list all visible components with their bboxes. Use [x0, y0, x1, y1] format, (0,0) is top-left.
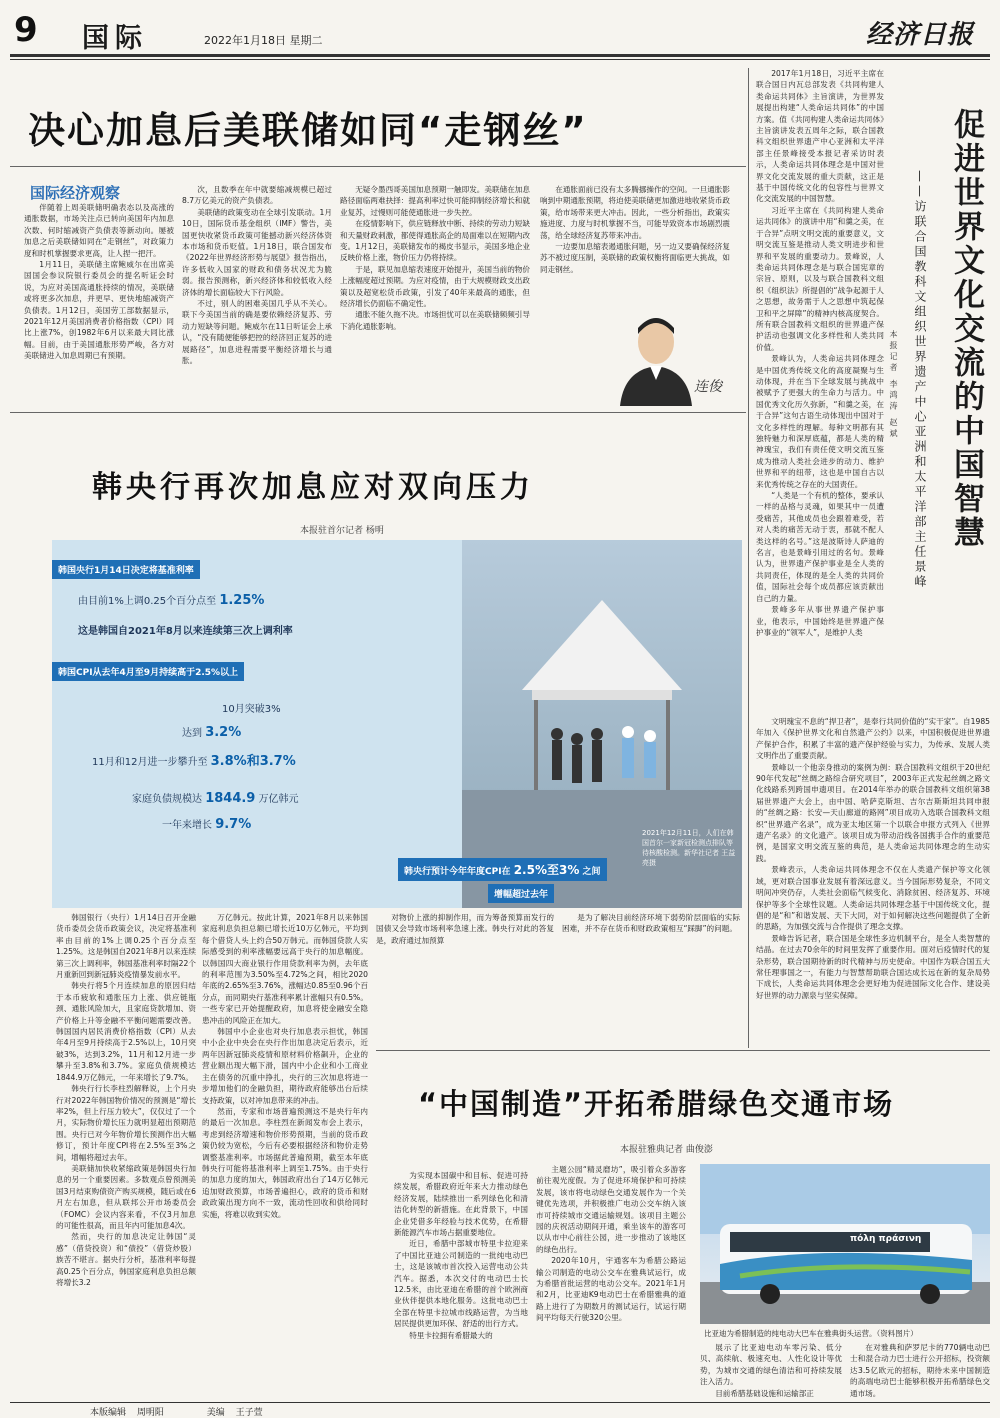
photo-caption: 2021年12月11日，人们在韩国首尔一家新冠检测点排队等待核酸检测。新华社记者 王益亮摄 — [642, 829, 736, 867]
paragraph: 次，且数季在年中就要缩减规模已超过8.7万亿美元的资产负债表。 — [182, 185, 332, 206]
stat-oct-label: 达到 — [182, 728, 202, 739]
stat-rate — [78, 592, 264, 608]
stat-novdec-number: 3.8%和3.7% — [210, 754, 296, 769]
paragraph: 韩国银行（央行）1月14日召开金融货币委员会货币政策会议，决定将基准利率由目前的1%上调0.25个百分点至1.25%。这是韩国自2021年8月以来连续第三次上调利率，韩国基准利率时隔22个月重新回到新冠肺炎疫情暴发前水平。 — [56, 913, 196, 980]
stat-oct: 10月突破3% — [222, 704, 281, 715]
paragraph: 韩央行将5个月连续加息的原因归结于本币疲软和通胀压力上涨、供应链瓶颈、通胀风险加大，且家庭贷款增加、资产价格上升等金融不平衡问题需要改善。韩国国内居民消费价格指数（CPI）从去年4月至9月持续高于2.5%以上，10月突破3%，达到3.2%，11月和12月进一步攀升至3.8%和3.7%。家庭负债规模达1844.9万亿韩元，一年来增长了9.7%。 — [56, 981, 196, 1082]
masthead-rule — [10, 54, 990, 57]
section-name: 国际 — [82, 23, 148, 54]
paragraph: 习近平主席在《共同构建人类命运共同体》的演讲中用“和羹之美，在于合异”点明文明交流的重要意义，文明交流互鉴是推动人类文明进步和世界和平发展的重要动力。景峰说，人类命运共同体理念是与联合国宪章的宗旨、原则，以及与联合国教科文组织《组织法》所提倡的“战争起源于人之思想，故务需于人之思想中筑起保卫和平之屏障”的精神内核高度契合。所有联合国教科文组织的世界遗产保护活动也强调文化多样性和人类共同价值。 — [756, 205, 884, 352]
article4-col3 — [700, 1342, 842, 1400]
paragraph: 2020年10月，宇通客车为希腊公路运输公司制造的电动公交车在雅典试运行，成为希腊首批运营的电动公交车。2021年1月和2月，比亚迪K9电动巴士在希腊雅典的道路上进行了为期数月的测试运行，试运行期间平均每天行驶320公里。 — [536, 1256, 686, 1323]
article1-col1 — [24, 202, 174, 402]
stat-growth-number: 9.7% — [215, 817, 252, 832]
paragraph: 美联储加快收紧缩政策是韩国央行加息的另一个重要因素。多数观点曾预测美国3月结束购债资产购买规模，随后或在6月左右加息，但从联邦公开市场委员会（FOMC）会议内容来看，不仅3月加息的可能性很高，而且年内可能加息4次。 — [56, 1163, 196, 1230]
infographic-bar-forecast — [398, 858, 607, 881]
paragraph: 美联储的政策变动在全球引发联动。1月10日，国际货币基金组织（IMF）警告，美国更快收紧货币政策可能撼动新兴经济体资本市场和货币贬值。1月18日，联合国发布《2022年世界经济形势与展望》报告指出，许多低收入国家的财政和债务状况尤为脆弱。报告预测称，新兴经济体和较低收入经济体的增长面临较大下行风险。 — [182, 207, 332, 297]
forecast-suffix: 之间 — [582, 867, 601, 877]
paragraph: 景峰告诉记者，联合国是全球性多边机制平台，是全人类智慧的结晶。在过去70余年的时间里发挥了重要作用。面对后疫情时代的复杂形势，联合国期待新的时代精神与历史使命。中国作为联合国五大常任理事国之一，有能力与智慧帮助联合国达成长远在新的复杂局势下成长，人类命运共同体理念会更好地为促进国际文化合作、建设美好世界的动力源泉与坚实保障。 — [756, 933, 990, 1000]
paragraph: 为实现本国碳中和目标、促进可持续发展，希腊政府近年来大力推动绿色经济发展，陆续推出一系列绿色化和清洁化转型的新措施。在此背景下，中国企业凭借多年经验与技术优势，在希腊新能源汽车市场占据重要地位。 — [394, 1171, 528, 1238]
art-label: 美编 — [206, 1408, 225, 1418]
paragraph: 然而，专家和市场普遍预测这不是央行年内的最后一次加息。李柱烈在新闻发布会上表示，考虑到经济增速和物价形势预期，当前的货币政策仍较为宽松，今后有必要根据经济和物价走势调整基准利率。市场据此普遍预期，截至本年底韩央行可能将基准利率上调至1.75%。由于央行的加息力度的加大，韩国政府出台了14万亿韩元追加财政预算，市场普遍担心，政府的货币和财政政策出现方向不一致，流动性回收和供给同时实施，将难以收到实效。 — [202, 1106, 368, 1219]
paragraph: 韩国中小企业也对央行加息表示担忧，韩国中小企业中央会在央行作出加息决定后表示，近两年因新冠肺炎疫情和原材料价格飙升，企业的营业额出现大幅下滑，国内中小企业和小工商业主在债务的沉重中挣扎，央行的三次加息将进一步增加他们的金融负担，期待政府能够出台后续支持政策，以对冲加息带来的冲击。 — [202, 1027, 368, 1105]
editor-label: 本版编辑 — [90, 1408, 127, 1418]
stat-novdec-label: 11月和12月进一步攀升至 — [92, 757, 208, 768]
stat-debt-number: 1844.9 — [205, 791, 256, 806]
article4-headline: “中国制造”开拓希腊绿色交通市场 — [418, 1087, 895, 1121]
masthead — [0, 0, 1000, 64]
infographic-bar-cpi: 韩国CPI从去年4月至9月持续高于2.5%以上 — [52, 662, 244, 681]
page-number: 9 — [14, 10, 38, 50]
paragraph: 通胀不能久拖不决。市场担忧可以在美联储频频引导下消化通胀影响。 — [340, 310, 530, 331]
stat-debt-label: 家庭负债规模达 — [132, 794, 202, 805]
paragraph: 目前希腊基础设施和运输部正 — [715, 1388, 814, 1398]
footer-rule — [10, 1402, 990, 1403]
article3-subheadline: ——访联合国教科文组织世界遗产中心亚洲和太平洋部主任景峰 — [913, 170, 927, 590]
stat-novdec — [92, 750, 296, 769]
infographic-bar-exceed: 增幅超过去年 — [488, 884, 554, 903]
paragraph: 无疑令墨西哥美国加息预期一触即发。美联储在加息路径面临两难抉择：提高利率过快可能抑制经济增长和就业复苏，过慢则可能使通胀进一步失控。 — [340, 185, 530, 217]
stat-rate-value: 1.25% — [219, 593, 265, 608]
paragraph: 一边要加息缩表遏通胀问题，另一边又要确保经济复苏不被过度压制，美联储的政策权衡将面临更大挑战，如同走钢丝。 — [540, 242, 730, 274]
bus-photo — [700, 1164, 990, 1324]
paragraph: 伴随着上周美联储明确表态以及高涨的通胀数据，市场关注点已转向美国年内加息次数、何时缩减资产负债表等新动向。屡被加息之后美联储如同在“走钢丝”，对政策力度和时机掌握要求更高，让人捏一把汗。 — [24, 203, 174, 258]
forecast-value: 2.5%至3% — [513, 863, 580, 877]
editor-name: 周明阳 — [136, 1408, 164, 1418]
article4-col1 — [394, 1170, 528, 1400]
article2-col4 — [562, 912, 740, 946]
paragraph: 景峰表示，人类命运共同体理念不仅在人类遗产保护等文化领域，更对联合国事业发展有着深远意义。当今国际形势复杂，不同文明间冲突仍存，人类社会面临气候变化、消除贫困、经济复苏、环境保护等多个全球性议题。人类命运共同体理念基于中国传统文化，提倡的是“和”和谐发展、天下大同，对于如何解决这些问题提供了全新的思路，为加强交流与合作提供了理念支撑。 — [756, 865, 990, 932]
article1-col3 — [340, 184, 530, 402]
bus-livery-text: πόλη πράσινη — [850, 1234, 922, 1244]
paragraph: 是为了解决目前经济环境下弱势阶层面临的实际困难，并不存在货币和财政政策相互“踩脚”的问题。 — [562, 913, 740, 934]
paragraph: 景峰以一个他亲身推动的案例为例：联合国教科文组织于20世纪90年代发起“丝绸之路综合研究项目”，2003年正式发起丝绸之路文化线路系列跨国申遗项目。在2014年举办的联合国教科文组织第38届世界遗产大会上，由中国、哈萨克斯坦、吉尔吉斯斯坦共同申报的“丝绸之路：长安—天山廊道的路网”项目成功入选联合国教科文组织“世界遗产名录”，成为亚太地区第一个以联合申报方式列入《世界遗产名录》的文化遗产。该项目成为带动沿线各国携手合作的重要范例，是国家文明交流互鉴的典范，是人类命运共同体理念的生动实践。 — [756, 762, 990, 863]
article2-col2 — [202, 912, 368, 1398]
stat-rate-note: 这是韩国自2021年8月以来连续第三次上调利率 — [78, 626, 293, 637]
paragraph: 展示了比亚迪电动车零污染、低分贝、高续航、极速充电、人性化设计等优势，为城市交通的绿色清洁和可持续发展注入活力。 — [700, 1343, 842, 1387]
stat-rate-label: 由目前1%上调0.25个百分点至 — [78, 596, 217, 607]
author-portrait — [610, 306, 730, 406]
article2-headline: 韩央行再次加息应对双向压力 — [92, 470, 534, 505]
korea-infographic — [52, 540, 742, 908]
stat-debt — [132, 790, 299, 806]
paragraph: 1月11日，美联储主席鲍威尔在出席美国国会参议院银行委员会的提名听证会时说，为应对美国高通胀持续的情况，美联储或将更多次加息，并更早、更快地缩减资产负债表。1月12日，美国劳工部数据显示，2021年12月美国消费者价格指数（CPI）同比上涨7%，创1982年6月以来最大同比涨幅。目前，由于美国通胀形势严峻，各方对美联储进入加息周期已有预期。 — [24, 260, 174, 361]
paper-logo: 经济日报 — [866, 20, 975, 50]
paragraph: 主题公园“精灵磨坊”，吸引着众多游客前往观光度假。为了促进环境保护和可持续发展，该市将电动绿色交通发展作为一个关键优先选项，并积极推广电动公交车纳入该市可持续城市交通运输规划。该项目主题公园的庆祝活动期间开通，乘坐该车的游客可以从市中心前往公园，进一步推动了该地区的绿色出行。 — [536, 1165, 686, 1254]
article4-col4 — [850, 1342, 990, 1400]
article1-bottom-rule — [10, 412, 746, 413]
article3-headline: 促进世界文化交流的中国智慧 — [948, 108, 984, 550]
column-tag: 国际经济观察 — [30, 184, 121, 202]
paragraph: “人类是一个有机的整体，要承认一样的品格与灵魂，如果其中一员遭受痛苦，其他成员也会跟着难受，若对人类的痛苦无动于衷，那就不配人类这样的名号。”这是波斯诗人萨迪的名言，也是景峰引用过的名句。景峰认为，世界遗产保护事业是全人类的共同责任，体现的是全人类的共同价值，国际社会每个成员都应该贡献出自己的力量。 — [756, 491, 884, 603]
paragraph: 不过，别人的困难美国几乎从不关心。联下今美国当前的确是要依赖经济复苏、劳动力短缺等问题。鲍威尔在11日听证会上承认，“没有随便能够把控的经济回正复苏的进展路径”，加息进程需要平衡经济增长与通胀。 — [182, 299, 332, 366]
stat-oct-number: 3.2% — [205, 725, 242, 740]
stat-oct-value — [182, 724, 241, 740]
article4-byline: 本报驻雅典记者 曲俊澎 — [620, 1145, 713, 1155]
paragraph: 对物价上涨的抑制作用，而为筹备预算而发行的国债又会导致市场利率急速上涨。韩央行对此的答复是，政府通过加预算 — [376, 913, 554, 945]
article4-top-rule — [376, 1050, 990, 1051]
article2-col1 — [56, 912, 196, 1398]
paragraph: 韩央行行长李柱烈解释说，上个月央行对2022年韩国物价情况的预测是“增长率2%，但上行压力较大”，仅仅过了一个月，实际物价增长压力就明显超出预期范围。央行已对今年物价增长预测作出大幅修订，预计年度CPI将在2.5%至3%之间，增幅将超过去年。 — [56, 1084, 196, 1162]
stat-debt-unit: 万亿韩元 — [258, 794, 299, 805]
stat-growth-label: 一年来增长 — [162, 820, 212, 831]
paragraph: 在对雅典和萨罗尼卡的770辆电动巴士和混合动力巴士进行公开招标，投资额达3.5亿欧元的招标，期待未来中国制造的高端电动巴士能够积极开拓希腊绿色交通市场。 — [850, 1343, 990, 1398]
article1-col2 — [182, 184, 332, 402]
infographic-bar-rate: 韩国央行1月14日决定将基准利率 — [52, 560, 200, 579]
article3-wide — [756, 716, 990, 1046]
paragraph: 近日，希腊中部城市特里卡拉迎来了中国比亚迪公司制造的一批纯电动巴士，这是该城市首次投入运营电动公共汽车。据悉，本次交付的电动巴士长12.5米，由比亚迪在希腊的首个欧洲商业伙伴提供本地化服务。这批电动巴士全部在特里卡拉城市线路运营，为当地居民提供更加环保、舒适的出行方式。 — [394, 1239, 528, 1329]
article2-col3 — [376, 912, 554, 946]
article1-headline: 决心加息后美联储如同“走钢丝” — [28, 109, 588, 152]
article1-col4 — [540, 184, 730, 304]
forecast-label: 韩央行预计今年年度CPI在 — [404, 867, 511, 877]
article4-col2 — [536, 1164, 686, 1400]
bus-photo-caption: 比亚迪为希腊制造的纯电动大巴车在雅典街头运营。（资料图片） — [704, 1329, 918, 1338]
article2-byline: 本报驻首尔记者 杨明 — [300, 526, 384, 536]
author-signature: 连俊 — [694, 379, 722, 395]
testing-tent-photo — [462, 540, 742, 908]
article3-left-rule — [748, 68, 749, 1048]
paragraph: 特里卡拉拥有希腊最大的 — [409, 1330, 493, 1340]
stat-growth — [162, 816, 251, 832]
footer-credits — [90, 1405, 263, 1418]
art-name: 王子萱 — [235, 1408, 263, 1418]
paragraph: 在疫情影响下，供应链释放中断、持续的劳动力短缺和天量财政刺激，都使得通胀高企的局面难以在短期内改变。1月12日，美联储发布的褐皮书显示，美国多地企业反映价格上涨，物价压力仍将持续。 — [340, 219, 530, 263]
article3-byline: 本报记者 李鸿涛 赵斌 — [889, 330, 898, 441]
paragraph: 万亿韩元。按此计算，2021年8月以来韩国家庭利息负担总额已增长近10万亿韩元，平均到每个借贷人头上约合50万韩元。而韩国贷款人实际感受到的利率涨幅要远高于央行的加息幅度。以韩国四大商业银行作用贷款利率为例，去年底的利率范围为3.50%至4.72%之间，相比2020年底的2.65%至3.76%，涨幅达0.85至0.96个百分点，而同期央行基准利率累计涨幅只有0.5%。一些专家已开始提醒政府，加息将使金融安全隐患冲击的风险正在加大。 — [202, 913, 368, 1025]
paragraph: 景峰认为，人类命运共同体理念是中国优秀传统文化的高度凝聚与生动体现，并在当下全球发展与挑战中被赋予了更强大的生命力与活力。中国优秀文化历久弥新，“和羹之美，在于合异”这句古语生动体现出中国对于文化多样性的理解。每种文明都有其独特魅力和深厚底蕴，都是人类的精神瑰宝，我们有责任使文明交流互鉴成为推动人类社会进步的动力、维护世界和平的纽带，这也是中国自古以来优秀传统之存在的大国责任。 — [756, 354, 884, 489]
paragraph: 文明瑰宝不息的“捍卫者”，是奉行共同价值的“实干家”。自1985年加入《保护世界文化和自然遗产公约》以来，中国积极促进世界遗产保护合作，积累了丰富的遗产保护经验与实力，为传承、发展人类文明作出了重要贡献。 — [756, 717, 990, 761]
article1-headline-rule — [10, 166, 746, 167]
paragraph: 景峰多年从事世界遗产保护事业，他表示，中国始终是世界遗产保护事业的“领军人”，是维护人类 — [756, 605, 884, 637]
paragraph: 然而，央行的加息决定让韩国“灵感”（借贷投资）和“债投”（借贷炒股）族苦不堪言。据央行分析，基准利率每提高0.25个百分点，韩国家庭利息负担总额将增长3.2 — [56, 1232, 196, 1287]
paragraph: 于是，联见加息缩表速度开始提升，美国当前的物价上涨幅度超过预期。为应对疫情，由于大规模财政支出政策以及超宽松货币政策，引发了40年来最高的通胀，但经济增长仍面临不确定性。 — [340, 264, 530, 309]
paragraph: 2017年1月18日，习近平主席在联合国日内瓦总部发表《共同构建人类命运共同体》主旨演讲，为世界发展提出构建“人类命运共同体”的中国方案。值《共同构建人类命运共同体》主旨演讲发表五周年之际，联合国教科文组织世界遗产中心亚洲和太平洋部主任景峰接受本报记者采访时表示，人类命运共同体理念是中国对世界文化交流发展的重大贡献，这正是基于中国传统文化的包容性与世界文化交流发展的中国智慧。 — [756, 69, 884, 204]
issue-date: 2022年1月18日 星期二 — [204, 34, 323, 47]
masthead-rule-thin — [10, 59, 990, 60]
paragraph: 在通胀面前已没有太多腾挪操作的空间。一旦通胀影响到中期通胀预期，将迫使美联储更加激进地收紧货币政策，给市场带来更大冲击。因此，一些分析指出，政策实施进度、力度与时机掌握不当，可能导致资本市场剧烈震荡，给全球经济复苏带来冲击。 — [540, 185, 730, 240]
